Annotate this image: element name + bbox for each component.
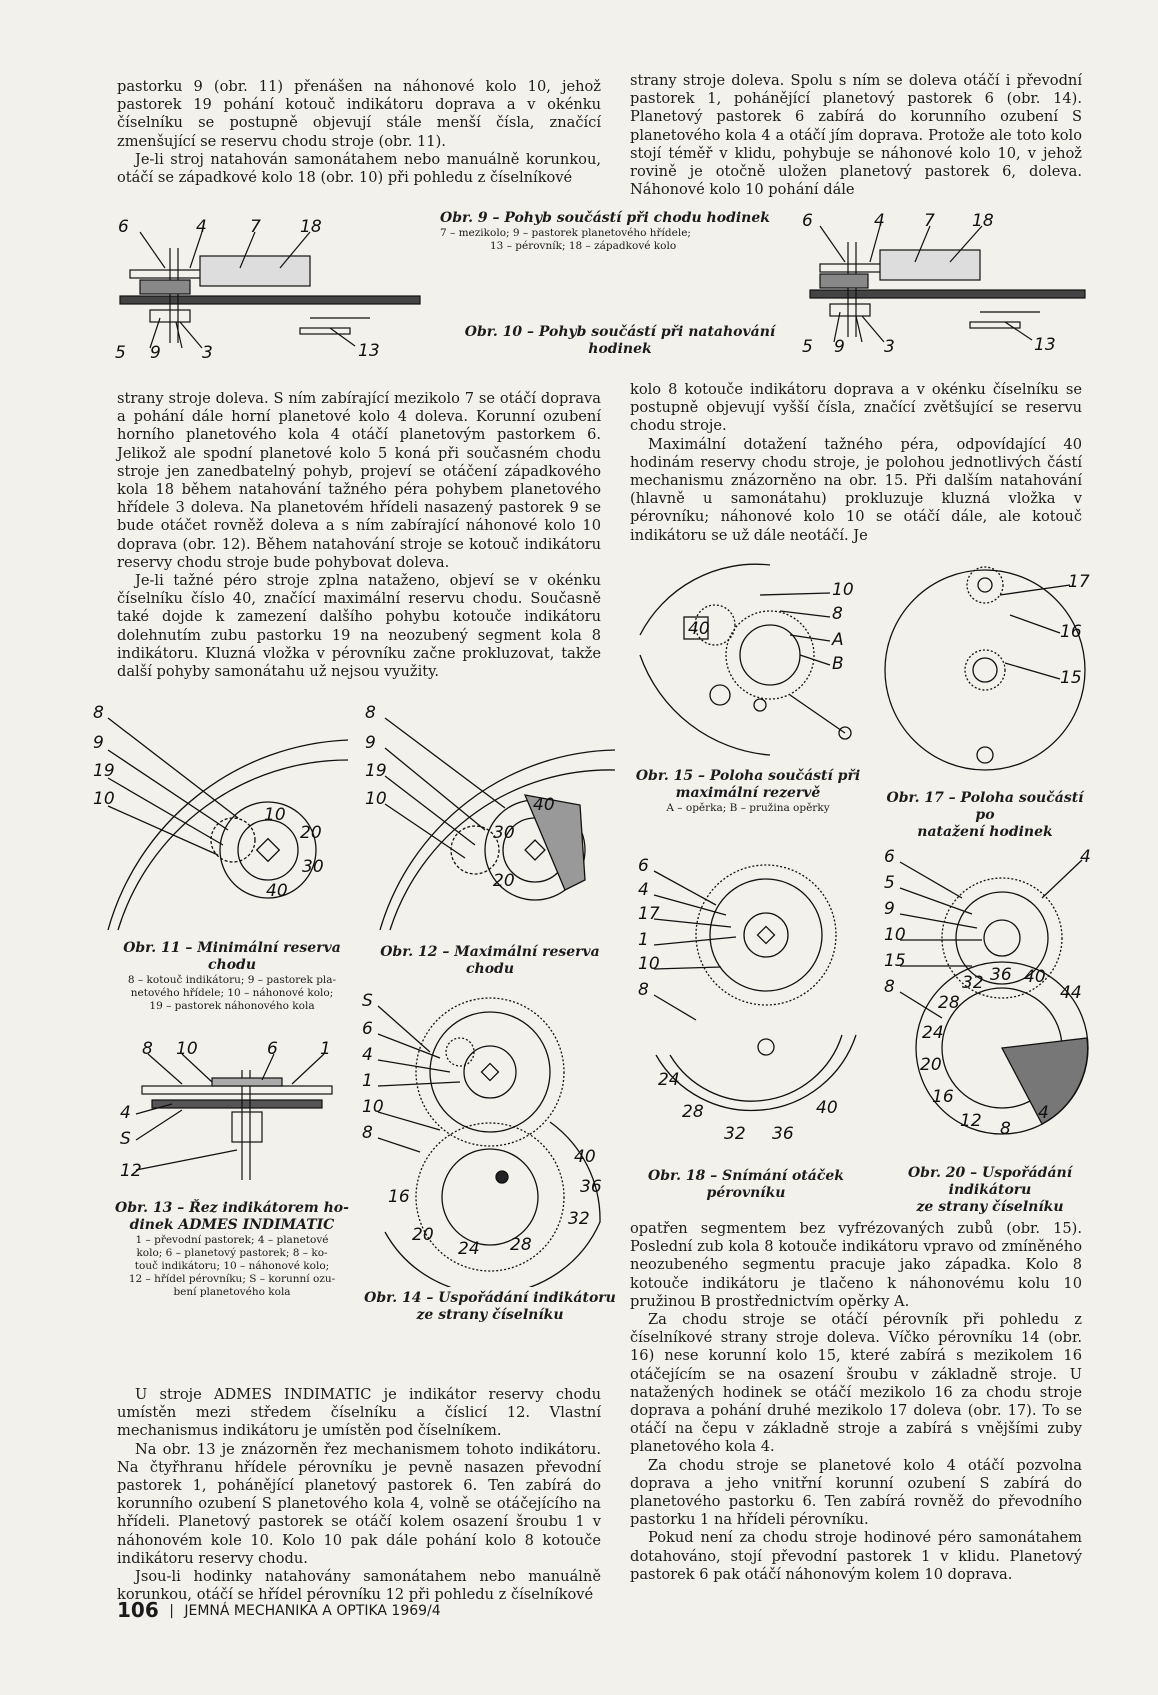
label-10: 10 — [93, 789, 115, 809]
label-18: 18 — [972, 212, 994, 231]
label-3: 3 — [884, 337, 895, 357]
label-4: 4 — [1080, 848, 1091, 867]
dial-number: 40 — [1024, 967, 1046, 987]
label-6: 6 — [118, 218, 129, 237]
label-9: 9 — [834, 337, 845, 357]
label-9: 9 — [365, 733, 376, 753]
label-S: S — [362, 992, 373, 1011]
caption-legend: A – opěrka; B – pružina opěrky — [666, 802, 830, 814]
dial-number: 4 — [1038, 1103, 1049, 1123]
caption-obr9 — [440, 210, 800, 253]
label-S: S — [120, 1129, 131, 1149]
paragraph: Za chodu stroje se planetové kolo 4 otáčí pozvolna doprava a jeho vnitřní korunní ozubení S zabírá do planetového pastorku 6. Ten zabírá rovněž do převodního pastorku 1 na hřídeli pérovníku. — [630, 1456, 1082, 1529]
right-top-text — [630, 72, 1082, 199]
dial-number: 20 — [300, 823, 322, 843]
label-6: 6 — [362, 1019, 373, 1039]
window-number: 40 — [688, 619, 710, 639]
dial-number: 40 — [816, 1098, 838, 1118]
caption-title: chodu — [207, 957, 256, 973]
dial-number: 32 — [962, 973, 984, 993]
caption-title: Obr. 14 – Uspořádání indikátoru — [364, 1290, 616, 1306]
dial-number: 28 — [938, 993, 960, 1013]
caption-legend: netového hřídele; 10 – náhonové kolo; — [130, 987, 334, 999]
caption-legend: 1 – převodní pastorek; 4 – planetové — [135, 1234, 329, 1246]
left-top-text — [117, 78, 601, 187]
caption-title: Obr. 17 – Poloha součástí po — [886, 790, 1084, 823]
caption-legend: kolo; 6 – planetový pastorek; 8 – ko- — [136, 1247, 328, 1259]
caption-obr14 — [360, 1290, 620, 1324]
figure-obr12 — [365, 700, 625, 940]
paragraph: pastorku 9 (obr. 11) přenášen na náhonové kolo 10, jehož pastorek 19 pohání kotouč indikátoru doprava a v okénku číselníku se postupně objevují stále menší čísla, značící zmenšující se reservu chodu stroje (obr. 11). — [117, 78, 601, 150]
dial-number: 8 — [1000, 1119, 1011, 1139]
label-5: 5 — [802, 337, 813, 357]
caption-legend: touč indikátoru; 10 – náhonové kolo; — [134, 1260, 330, 1272]
caption-title: Obr. 11 – Minimální reserva — [123, 940, 341, 956]
dial-number: 28 — [682, 1102, 704, 1122]
caption-obr12 — [360, 944, 620, 978]
label-8: 8 — [832, 604, 843, 624]
journal-name: JEMNÁ MECHANIKA A OPTIKA 1969/4 — [184, 1603, 441, 1619]
label-6: 6 — [638, 856, 649, 876]
dial-number: 30 — [302, 857, 324, 877]
figure-obr17 — [880, 555, 1090, 785]
cross-section-diagram — [800, 212, 1090, 362]
right-bottom-text — [630, 1220, 1082, 1584]
dial-number: 16 — [388, 1187, 410, 1207]
label-15: 15 — [884, 951, 906, 971]
left-mid-text — [117, 390, 601, 681]
label-10: 10 — [832, 580, 854, 600]
dial-number: 20 — [493, 871, 515, 891]
label-5: 5 — [115, 343, 126, 363]
caption-obr17 — [880, 790, 1090, 841]
caption-legend: 19 – pastorek náhonového kola — [149, 1000, 315, 1012]
dial-number: 24 — [458, 1239, 480, 1259]
figure-obr18 — [636, 855, 866, 1160]
label-8: 8 — [142, 1040, 153, 1059]
right-mid-text — [630, 381, 1082, 545]
dial-number: 36 — [772, 1124, 794, 1144]
label-4: 4 — [874, 212, 885, 231]
label-3: 3 — [202, 343, 213, 363]
label-10: 10 — [176, 1040, 198, 1059]
label-9: 9 — [884, 899, 895, 919]
label-15: 15 — [1060, 668, 1082, 688]
dial-number: 32 — [568, 1209, 590, 1229]
label-9: 9 — [93, 733, 104, 753]
caption-title: pérovníku — [706, 1185, 786, 1201]
label-6: 6 — [267, 1040, 278, 1059]
label-8: 8 — [638, 980, 649, 1000]
label-8: 8 — [362, 1123, 373, 1143]
gear-diagram — [880, 555, 1090, 785]
dial-number: 30 — [493, 823, 515, 843]
figure-obr15 — [630, 555, 880, 765]
dial-number: 32 — [724, 1124, 746, 1144]
gear-diagram — [636, 855, 866, 1160]
caption-title: ze strany číselníku — [916, 1199, 1064, 1215]
label-6: 6 — [802, 212, 813, 231]
caption-legend: 7 – mezikolo; 9 – pastorek planetového hřídele; — [440, 227, 691, 239]
dial-number: 40 — [574, 1147, 596, 1167]
caption-obr10 — [440, 324, 800, 358]
caption-obr11 — [112, 940, 352, 1013]
dial-number: 10 — [264, 805, 286, 825]
gear-diagram — [630, 555, 880, 765]
paragraph: Je-li stroj natahován samonátahem nebo manuálně korunkou, otáčí se západkové kolo 18 (obr. 10) při pohledu z číselníkové — [117, 150, 601, 187]
label-10: 10 — [362, 1097, 384, 1117]
caption-title: dinek ADMES INDIMATIC — [129, 1217, 335, 1233]
dial-number: 40 — [266, 881, 288, 901]
label-19: 19 — [365, 761, 387, 781]
label-19: 19 — [93, 761, 115, 781]
dial-number: 24 — [658, 1070, 680, 1090]
gear-diagram — [360, 992, 620, 1287]
label-4: 4 — [638, 880, 649, 900]
label-17: 17 — [1068, 572, 1090, 592]
cross-section-diagram — [112, 1040, 352, 1200]
page-footer: 106 | JEMNÁ MECHANIKA A OPTIKA 1969/4 — [117, 1598, 441, 1622]
label-1: 1 — [320, 1040, 331, 1059]
caption-obr13 — [112, 1200, 352, 1299]
dial-number: 20 — [920, 1055, 942, 1075]
label-10: 10 — [365, 789, 387, 809]
label-10: 10 — [884, 925, 906, 945]
label-7: 7 — [924, 212, 935, 231]
paragraph: kolo 8 kotouče indikátoru doprava a v okénku číselníku se postupně objevují vyšší čísla, značící zvětšující se reservu chodu stroje. — [630, 381, 1082, 435]
label-4: 4 — [362, 1045, 373, 1065]
caption-title: Obr. 9 – Pohyb součástí při chodu hodinek — [440, 210, 770, 226]
dial-number: 36 — [990, 965, 1012, 985]
label-9: 9 — [150, 343, 161, 363]
dial-diagram — [88, 700, 358, 940]
paragraph: Na obr. 13 je znázorněn řez mechanismem tohoto indikátoru. Na čtyřhranu hřídele pérovníku je pevně nasazen převodní pastorek 1, pohánějící planetový pastorek 6. Ten zabírá do korunního ozubení S planetového kola 4, volně se otáčejícího na hřídeli. Planetový pastorek se otáčí kolem osazení šroubu 1 v náhonovém kole 10. Kolo 10 pak dále pohání kolo 8 kotouče indikátoru reservy chodu. — [117, 1440, 601, 1567]
dial-number: 28 — [510, 1235, 532, 1255]
paragraph: Maximální dotažení tažného péra, odpovídající 40 hodinám reservy chodu stroje, je polohou jednotlivých částí mechanismu znázorněno na obr. 15. Při dalším natahování (hlavně u samonátahu) prokluzuje kluzná vložka v pérovníku; náhonové kolo 10 se otáčí dále, ale kotouč indikátoru se už dále neotáčí. Je — [630, 435, 1082, 544]
caption-title: chodu — [465, 961, 514, 977]
dial-number: 12 — [960, 1111, 982, 1131]
caption-title: Obr. 20 – Uspořádání indikátoru — [907, 1165, 1073, 1198]
label-1: 1 — [638, 930, 649, 950]
label-13: 13 — [358, 341, 380, 361]
label-7: 7 — [250, 218, 261, 237]
caption-title: Obr. 12 – Maximální reserva — [380, 944, 600, 960]
figure-obr11 — [88, 700, 358, 940]
dial-number: 36 — [580, 1177, 602, 1197]
caption-title: Obr. 13 – Řez indikátorem ho- — [115, 1200, 349, 1216]
caption-legend: 13 – pérovník; 18 – západkové kolo — [490, 240, 677, 252]
figure-obr14 — [360, 992, 620, 1287]
paragraph: Pokud není za chodu stroje hodinové péro samonátahem dotahováno, stojí převodní pastorek 1 v klidu. Planetový pastorek 6 pak otáčí náhonovým kolem 10 doprava. — [630, 1529, 1082, 1583]
dial-number: 40 — [533, 795, 555, 815]
label-13: 13 — [1034, 335, 1056, 355]
caption-obr15 — [628, 768, 868, 815]
dial-number: 20 — [412, 1225, 434, 1245]
caption-title: Obr. 18 – Snímání otáček — [648, 1168, 844, 1184]
figure-obr9 — [110, 218, 440, 368]
dial-diagram — [365, 700, 625, 940]
label-16: 16 — [1060, 622, 1082, 642]
dial-number: 44 — [1060, 983, 1082, 1003]
caption-legend: bení planetového kola — [173, 1286, 291, 1298]
cross-section-diagram — [110, 218, 440, 368]
paragraph: opatřen segmentem bez vyfrézovaných zubů (obr. 15). Poslední zub kola 8 kotouče indikátoru vpravo od zmíněného neozubeného segmentu pracuje jako západka. Kolo 8 kotouče indikátoru je tlačeno k náhonovému kolu 10 pružinou B prostřednictvím opěrky A. — [630, 1220, 1082, 1310]
label-6: 6 — [884, 848, 895, 867]
paragraph: U stroje ADMES INDIMATIC je indikátor reservy chodu umístěn mezi středem číselníku a číslicí 12. Vlastní mechanismus indikátoru je umístěn pod číselníkem. — [117, 1386, 601, 1440]
dial-number: 16 — [932, 1087, 954, 1107]
label-18: 18 — [300, 218, 322, 237]
paragraph: strany stroje doleva. Spolu s ním se doleva otáčí i převodní pastorek 1, pohánějící planetový pastorek 6 (obr. 14). Planetový pastorek 6 zabírá do korunního ozubení S planetového kola 4 a otáčí jím doprava. Protože ale toto kolo stojí téměř v klidu, pohybuje se náhonové kolo 10, v jehož rovině je otočně uložen planetový pastorek 6, doleva. Náhonové kolo 10 pohání dále — [630, 72, 1082, 199]
label-10: 10 — [638, 954, 660, 974]
label-A: A — [832, 630, 844, 650]
label-8: 8 — [884, 977, 895, 997]
paragraph: Jsou-li hodinky natahovány samonátahem nebo manuálně korunkou, otáčí se hřídel pérovníku 12 při pohledu z číselníkové — [117, 1568, 601, 1604]
label-12: 12 — [120, 1161, 142, 1181]
figure-obr20 — [882, 848, 1098, 1160]
paragraph: Za chodu stroje se otáčí pérovník při pohledu z číselníkové strany stroje doleva. Víčko pérovníku 14 (obr. 16) nese korunní kolo 15, které zabírá s mezikolem 16 otáčejícím se na osazení šroubu v základně stroje. U natažených hodinek se otáčí mezikolo 16 za chodu stroje doprava a pohání druhé mezikolo 17 doleva (obr. 17). To se otáčí na čepu v základně stroje a zabírá s vnějšími zuby planetového kola 4. — [630, 1311, 1082, 1456]
figure-obr13 — [112, 1040, 352, 1200]
paragraph: Je-li tažné péro stroje zplna nataženo, objeví se v okénku číselníku číslo 40, značící maximální reservu chodu. Současně také dojde k zamezení dalšího pohybu kotouče indikátoru dolehnutím zubu pastorku 19 na neozubený segment kola 8 indikátoru. Kluzná vložka v pérovníku začne prokluzovat, takže další pohyby samonátahu už nejsou využity. — [117, 572, 601, 681]
caption-title: natažení hodinek — [917, 824, 1053, 840]
caption-title: Obr. 15 – Poloha součástí při — [635, 768, 861, 784]
label-4: 4 — [120, 1103, 131, 1123]
caption-title: ze strany číselníku — [416, 1307, 564, 1323]
label-1: 1 — [362, 1071, 373, 1091]
dial-number: 24 — [922, 1023, 944, 1043]
label-5: 5 — [884, 873, 895, 893]
page-number: 106 — [117, 1598, 159, 1622]
caption-obr18 — [636, 1168, 856, 1202]
label-B: B — [832, 654, 844, 674]
caption-obr20 — [882, 1165, 1098, 1216]
figure-obr10 — [800, 212, 1090, 362]
label-17: 17 — [638, 904, 660, 924]
caption-legend: 8 – kotouč indikátoru; 9 – pastorek pla- — [127, 974, 337, 986]
caption-title: maximální rezervě — [675, 785, 821, 801]
caption-title: Obr. 10 – Pohyb součástí při natahování — [464, 324, 776, 340]
label-8: 8 — [365, 703, 376, 723]
label-8: 8 — [93, 703, 104, 723]
gear-diagram — [882, 848, 1098, 1160]
label-4: 4 — [196, 218, 207, 237]
paragraph: strany stroje doleva. S ním zabírající mezikolo 7 se otáčí doprava a pohání dále horní planetové kolo 4 doleva. Korunní ozubení horního planetového kola 4 otáčí planetovým pastorkem 6. Jelikož ale spodní planetové kolo 5 koná při současném chodu stroje jen zanedbatelný pohyb, projeví se otáčení západkového kola 18 během natahování tažného péra pohybem planetového hřídele 3 doleva. Na planetovém hřídeli nasazený pastorek 9 se bude otáčet rovněž doleva a s ním zabírající náhonové kolo 10 doprava (obr. 12). Během natahování stroje se kotouč indikátoru reservy chodu stroje bude pohybovat doleva. — [117, 390, 601, 571]
caption-legend: 12 – hřídel pérovníku; S – korunní ozu- — [128, 1273, 336, 1285]
left-bottom-text — [117, 1386, 601, 1604]
caption-title: hodinek — [588, 341, 652, 357]
